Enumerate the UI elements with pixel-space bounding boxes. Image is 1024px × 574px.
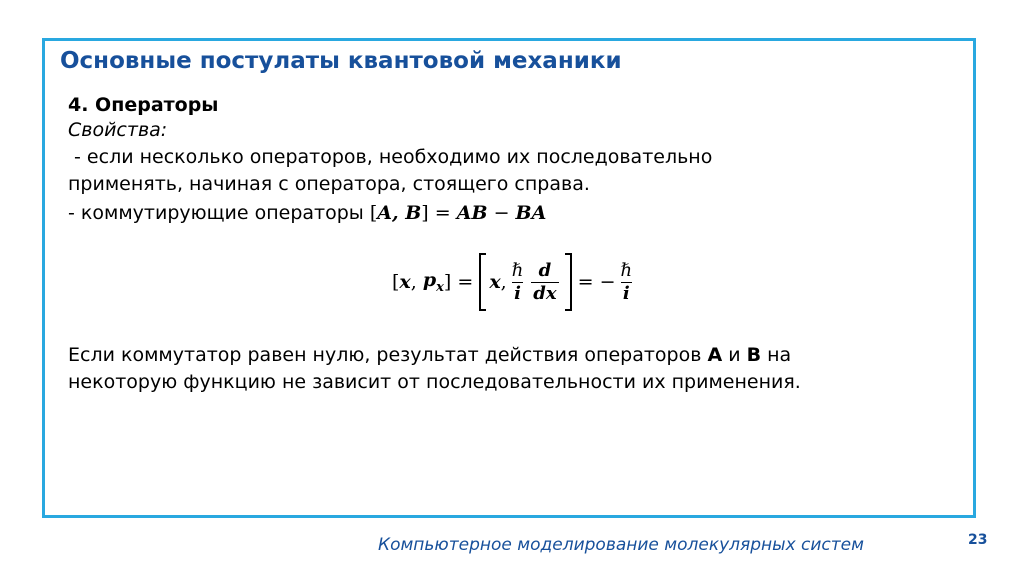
- formula-lhs-x: x: [399, 271, 411, 293]
- formula-inner-comma: ,: [500, 271, 507, 293]
- commutator-term-ab: AB: [456, 202, 488, 224]
- properties-label: Свойства:: [68, 119, 168, 141]
- formula-big-left-bracket: [479, 253, 486, 311]
- formula-lhs-p: [423, 269, 444, 295]
- formula-lhs-p-letter: p: [422, 269, 437, 291]
- bullet-sequential-application-line1: - если несколько операторов, необходимо их последовательно: [68, 146, 713, 168]
- slide-title: Основные постулаты квантовой механики: [60, 48, 622, 74]
- formula-result-hbar-over-i: [619, 260, 635, 305]
- conclusion-conjunction: и: [722, 344, 747, 366]
- footer-course-title: Компьютерное моделирование молекулярных систем: [378, 535, 864, 555]
- conclusion-line1: [68, 343, 791, 368]
- commutator-operands: A, B: [377, 202, 422, 224]
- formula-dx-denominator: dx: [533, 282, 557, 304]
- formula-lhs-open-bracket: [: [392, 271, 400, 293]
- formula-result-hbar: ℏ: [620, 259, 633, 281]
- formula-d-numerator: d: [538, 259, 552, 281]
- formula-result-i: i: [622, 282, 630, 304]
- commutator-close-bracket: ]: [421, 202, 429, 224]
- section-heading: 4. Операторы: [68, 94, 219, 116]
- formula-big-right-bracket: [565, 253, 572, 311]
- commutator-x-px-formula: [392, 250, 637, 314]
- formula-hbar-numerator: ℏ: [511, 259, 524, 281]
- formula-inner-x: x: [489, 271, 501, 293]
- bullet-commuting-operators: [68, 201, 546, 226]
- page-number: 23: [968, 532, 988, 548]
- formula-lhs-close-bracket: ]: [443, 271, 452, 293]
- formula-lhs-p-subscript: x: [436, 280, 444, 295]
- conclusion-part1: Если коммутатор равен нулю, результат действия операторов: [68, 344, 708, 366]
- commutator-term-ba: BA: [515, 202, 547, 224]
- commutator-minus: −: [487, 202, 516, 224]
- conclusion-line2: некоторую функцию не зависит от последовательности их применения.: [68, 371, 801, 393]
- commutator-open-bracket: [: [369, 202, 378, 224]
- formula-hbar-over-i: [510, 260, 526, 305]
- operator-a-label: A: [707, 344, 723, 366]
- bullet-sequential-application-line2: применять, начиная с оператора, стоящего справа.: [68, 173, 590, 195]
- formula-i-denominator: i: [514, 282, 521, 304]
- formula-d-over-dx: [531, 260, 558, 305]
- formula-equals-minus: = −: [571, 271, 616, 293]
- commutator-equals: =: [428, 202, 457, 224]
- formula-lhs-comma: ,: [410, 271, 423, 293]
- conclusion-part2: на: [761, 344, 792, 366]
- operator-b-label: B: [746, 344, 762, 366]
- formula-equals-1: =: [451, 271, 480, 293]
- bullet-commuting-prefix: - коммутирующие операторы: [68, 202, 370, 224]
